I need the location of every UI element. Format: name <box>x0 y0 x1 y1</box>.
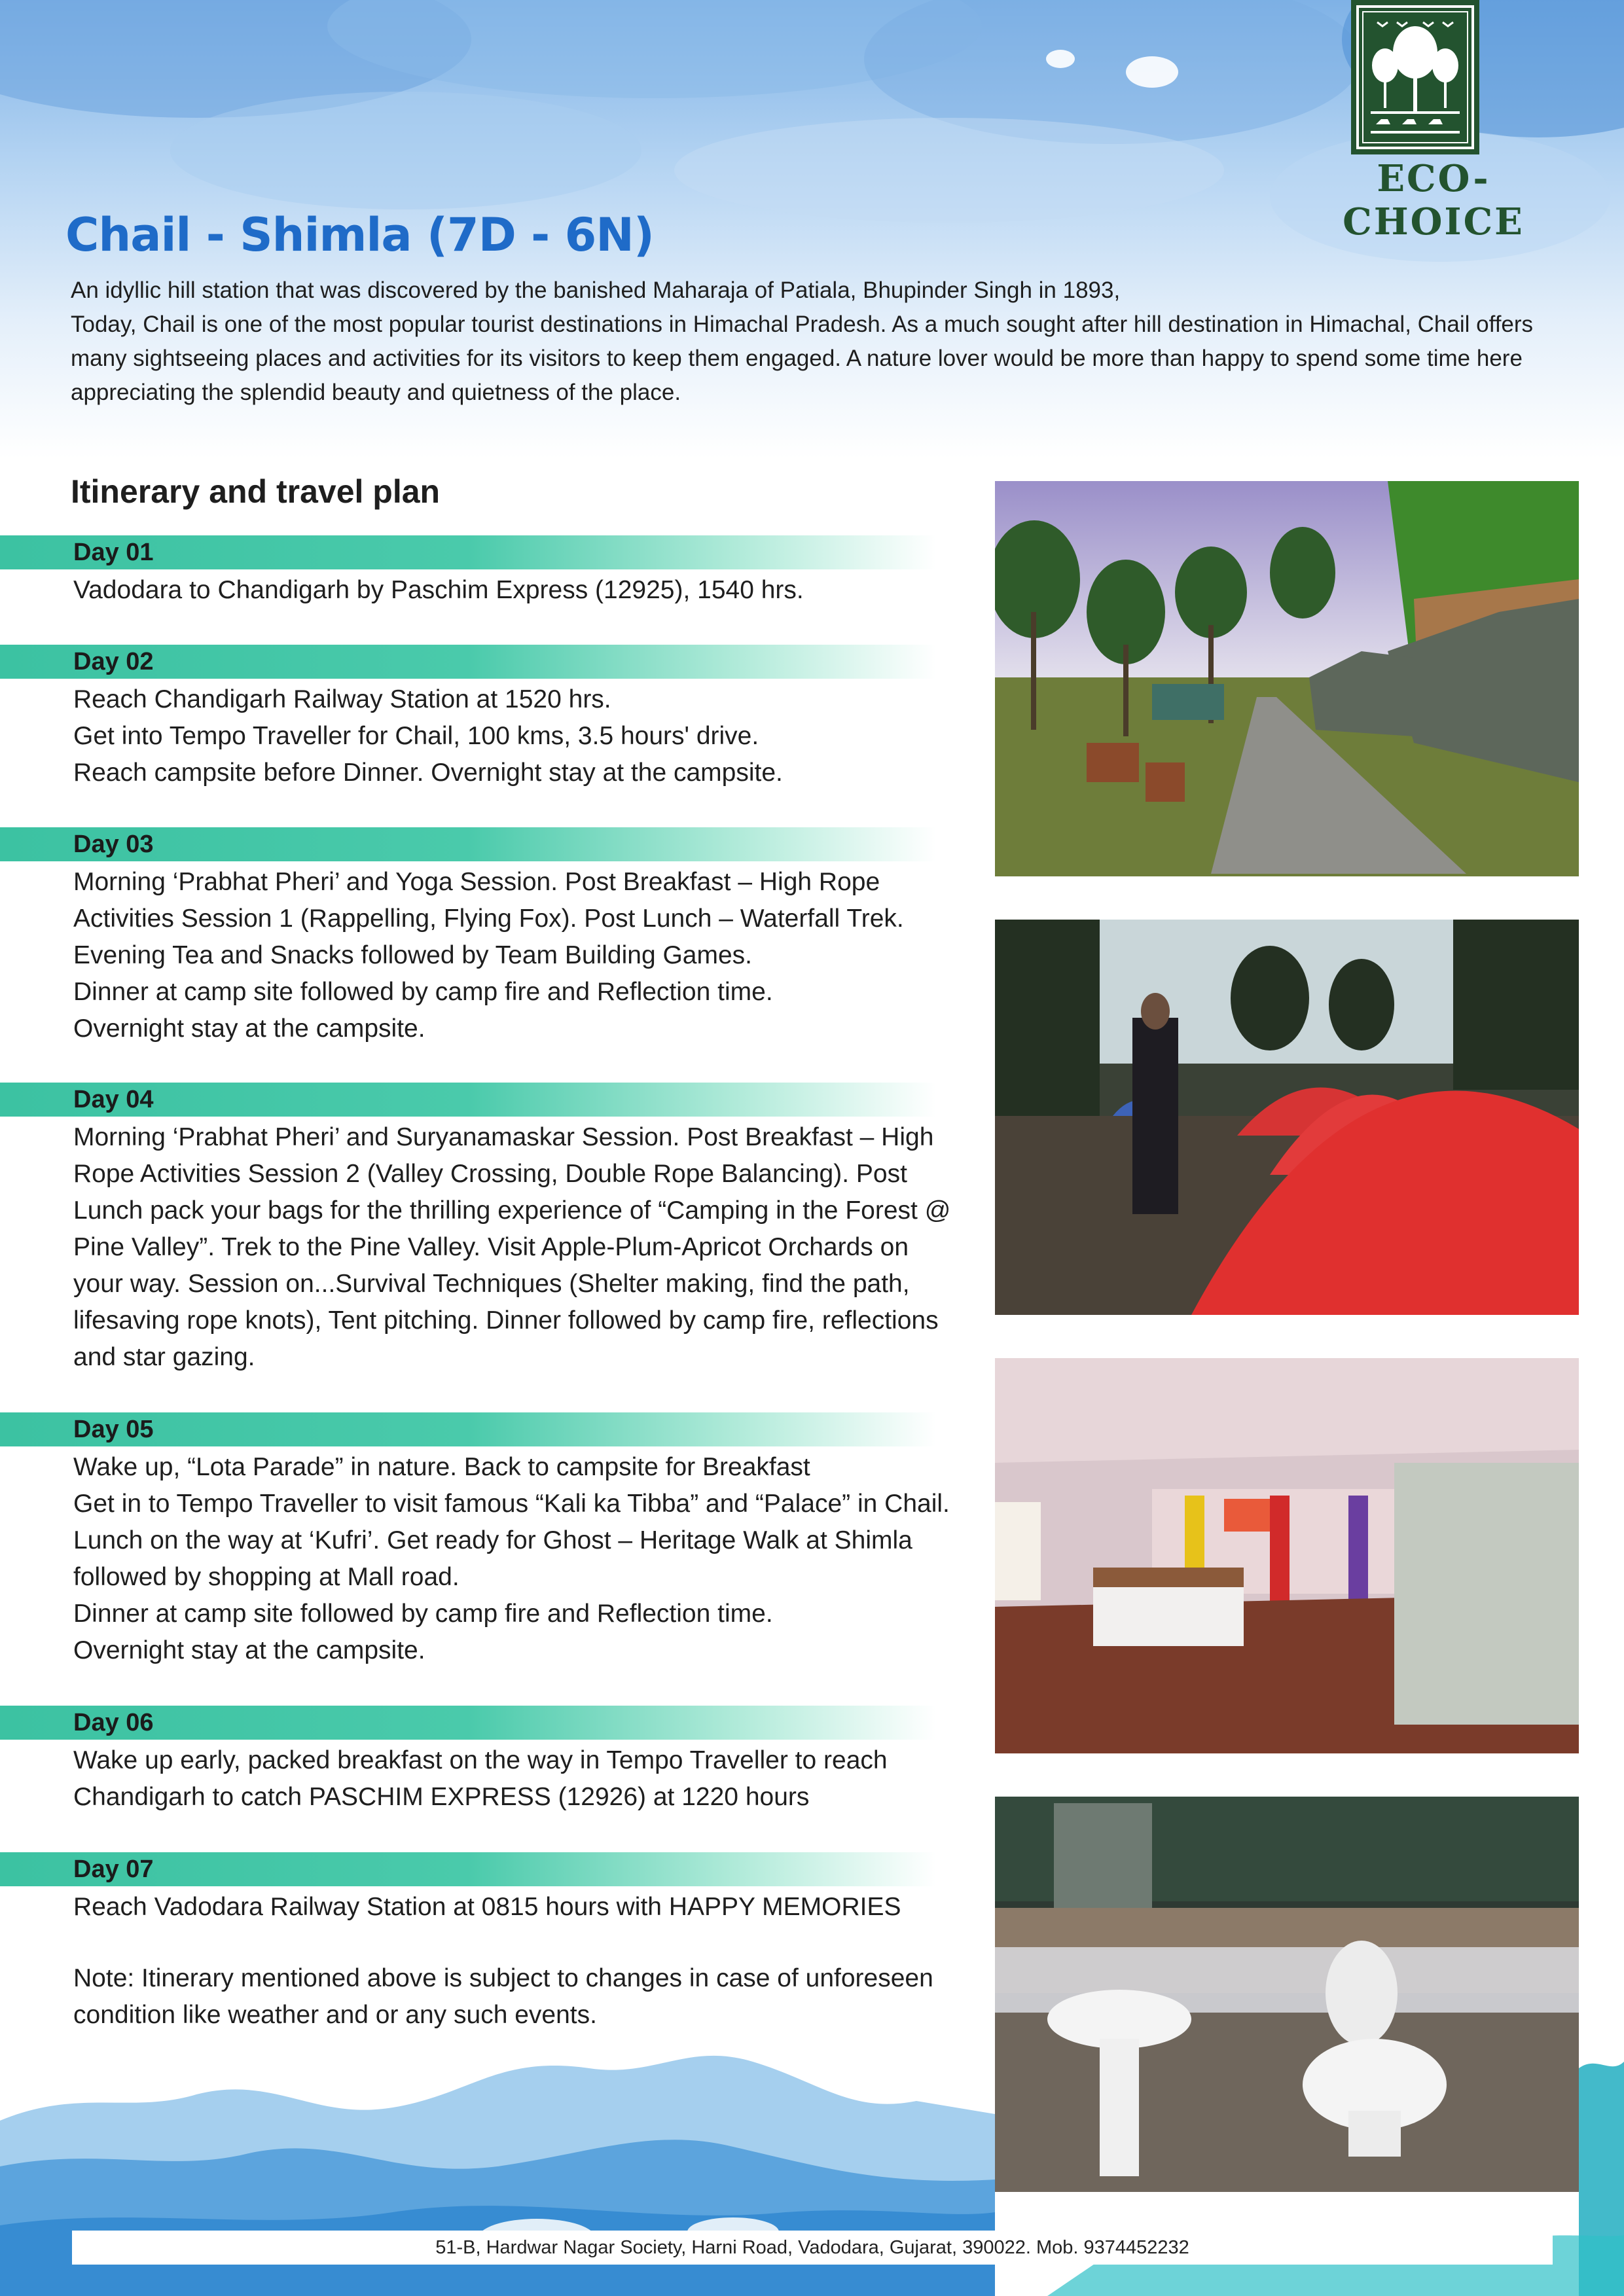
day-label: Day 04 <box>73 1085 154 1113</box>
day-label: Day 05 <box>73 1415 154 1443</box>
day-line: Reach Chandigarh Railway Station at 1520 hrs. <box>73 685 611 713</box>
day-05-section <box>0 1412 956 1669</box>
brand-name: ECO-CHOICE <box>1343 157 1525 243</box>
day-description <box>73 1889 957 1926</box>
day-description <box>73 681 957 791</box>
intro-text <box>71 274 1563 410</box>
day-line: Morning ‘Prabhat Pheri’ and Yoga Session. Post Breakfast – High Rope Activities Session 1 (Rappelling, Flying Fox). Post Lunch – Waterfall Trek. Evening Tea and Snacks followed by Team Building Games. <box>73 868 904 969</box>
day-label: Day 01 <box>73 538 154 566</box>
day-07-section <box>0 1852 956 1926</box>
day-label: Day 06 <box>73 1708 154 1736</box>
day-line: Reach campsite before Dinner. Overnight stay at the campsite. <box>73 759 783 787</box>
day-label: Day 07 <box>73 1855 154 1883</box>
intro-paragraph: Today, Chail is one of the most popular tourist destinations in Himachal Pradesh. As a much sought after hill destination in Himachal, Chail offers many sightseeing places and activities for its visitors to keep them engaged. A nature lover would be more than happy to spend some time here appreciating the splendid beauty and quietness of the place. <box>71 312 1534 405</box>
day-line: Dinner at camp site followed by camp fire and Reflection time. <box>73 978 773 1006</box>
page-title: Chail - Shimla (7D - 6N) <box>65 208 654 262</box>
day-description <box>73 572 957 609</box>
day-01-section <box>0 535 956 609</box>
day-line: Overnight stay at the campsite. <box>73 1636 425 1664</box>
day-line: Get into Tempo Traveller for Chail, 100 kms, 3.5 hours' drive. <box>73 722 759 750</box>
eco-choice-logo <box>1351 0 1479 154</box>
day-line: Vadodara to Chandigarh by Paschim Express (12925), 1540 hrs. <box>73 576 804 604</box>
day-line: Wake up, “Lota Parade” in nature. Back to campsite for Breakfast <box>73 1453 810 1481</box>
day-description <box>73 864 957 1047</box>
day-description <box>73 1742 957 1816</box>
day-06-section <box>0 1706 956 1816</box>
day-bar <box>0 1412 936 1446</box>
footer-address: 51-B, Hardwar Nagar Society, Harni Road, Vadodara, Gujarat, 390022. Mob. 9374452232 <box>72 2231 1553 2265</box>
day-label: Day 03 <box>73 830 154 858</box>
day-bar <box>0 645 936 679</box>
day-label: Day 02 <box>73 647 154 675</box>
day-bar <box>0 1852 936 1886</box>
tree-deer-motif-icon <box>1351 0 1479 154</box>
day-04-section <box>0 1083 956 1376</box>
day-line: Morning ‘Prabhat Pheri’ and Suryanamaskar Session. Post Breakfast – High Rope Activities Session 2 (Valley Crossing, Double Rope Balancing). Post Lunch pack your bags for the thrilling experience of “Camping in the Forest @ Pine Valley”. Trek to the Pine Valley. Visit Apple-Plum-Apricot Orchards on your way. Session on...Survival Techniques (Shelter making, find the path, lifesaving rope knots), Tent pitching. Dinner followed by camp fire, reflections and star gazing. <box>73 1123 951 1371</box>
intro-line: An idyllic hill station that was discovered by the banished Maharaja of Patiala, Bhupinder Singh in 1893, <box>71 278 1121 303</box>
day-bar <box>0 535 936 569</box>
day-line: Wake up early, packed breakfast on the way in Tempo Traveller to reach Chandigarh to catch PASCHIM EXPRESS (12926) at 1220 hours <box>73 1746 888 1811</box>
day-bar <box>0 827 936 861</box>
day-line: Overnight stay at the campsite. <box>73 1014 425 1043</box>
campsite-tents-photo <box>995 481 1579 876</box>
day-line: Dinner at camp site followed by camp fire and Reflection time. <box>73 1600 773 1628</box>
day-description <box>73 1449 957 1669</box>
itinerary-heading: Itinerary and travel plan <box>71 473 441 510</box>
tent-bathroom-photo <box>995 1797 1579 2192</box>
itinerary-note: Note: Itinerary mentioned above is subject to changes in case of unforeseen condition like weather and or any such events. <box>73 1964 933 2029</box>
day-02-section <box>0 645 956 791</box>
day-bar <box>0 1083 936 1117</box>
day-description <box>73 1119 957 1376</box>
day-line: Reach Vadodara Railway Station at 0815 hours with HAPPY MEMORIES <box>73 1893 901 1921</box>
red-dome-tents-photo <box>995 920 1579 1315</box>
day-bar <box>0 1706 936 1740</box>
day-03-section <box>0 827 956 1047</box>
tent-interior-photo <box>995 1358 1579 1753</box>
day-line: Get in to Tempo Traveller to visit famous “Kali ka Tibba” and “Palace” in Chail. Lunch on the way at ‘Kufri’. Get ready for Ghost – Heritage Walk at Shimla followed by shopping at Mall road. <box>73 1490 950 1591</box>
